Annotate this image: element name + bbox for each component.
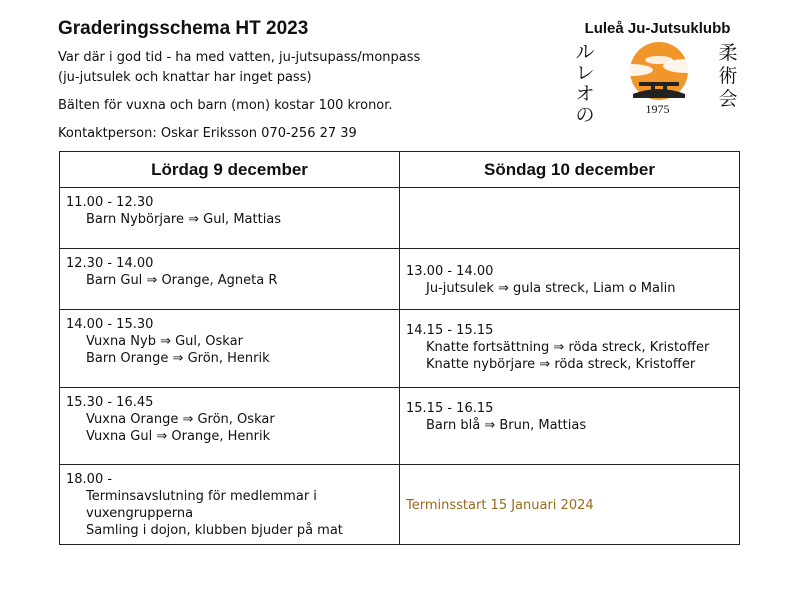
sunday-header: Söndag 10 december <box>400 152 740 188</box>
belt-cost-line: Bälten för vuxna och barn (mon) kostar 100 kronor. <box>58 98 393 113</box>
document-header <box>58 18 558 144</box>
session-detail: Terminsavslutning för medlemmar i vuxengrupperna <box>86 489 317 521</box>
contact-line: Kontaktperson: Oskar Eriksson 070-256 27 39 <box>58 126 357 141</box>
club-logo <box>565 20 750 126</box>
session-detail: Ju-jutsulek ⇒ gula streck, Liam o Malin <box>426 281 676 296</box>
session-detail: Vuxna Orange ⇒ Grön, Oskar <box>86 412 275 427</box>
sunday-cell-empty <box>400 188 740 249</box>
club-name: Luleå Ju-Jutsuklubb <box>584 20 731 37</box>
sunday-cell <box>400 310 740 388</box>
session-detail: Barn Nybörjare ⇒ Gul, Mattias <box>86 212 282 227</box>
session-time: 11.00 - 12.30 <box>66 195 154 210</box>
session-time: 15.15 - 16.15 <box>406 401 494 416</box>
table-row <box>60 310 740 388</box>
term-start-note: Terminsstart 15 Januari 2024 <box>406 498 594 513</box>
session-time: 15.30 - 16.45 <box>66 395 154 410</box>
saturday-header: Lördag 9 december <box>60 152 400 188</box>
session-time: 14.00 - 15.30 <box>66 317 154 332</box>
document-title: Graderingsschema HT 2023 <box>58 18 309 39</box>
table-row <box>60 188 740 249</box>
table-header-row <box>60 152 740 188</box>
kanji-vertical: 柔 術 会 <box>718 42 738 110</box>
saturday-cell <box>60 249 400 310</box>
sunday-cell <box>400 465 740 545</box>
founding-year: 1975 <box>645 102 670 116</box>
table-row <box>60 388 740 465</box>
katakana-vertical: ル レ オ の <box>575 41 595 126</box>
saturday-cell <box>60 188 400 249</box>
session-time: 18.00 - <box>66 472 113 487</box>
session-detail: Vuxna Gul ⇒ Orange, Henrik <box>86 429 271 444</box>
pass-note-line: (ju-jutsulek och knattar har inget pass) <box>58 70 312 85</box>
sunday-cell <box>400 249 740 310</box>
sunday-cell <box>400 388 740 465</box>
session-detail: Barn Orange ⇒ Grön, Henrik <box>86 351 270 366</box>
session-time: 14.15 - 15.15 <box>406 323 494 338</box>
session-time: 13.00 - 14.00 <box>406 264 494 279</box>
session-detail: Barn Gul ⇒ Orange, Agneta R <box>86 273 278 288</box>
session-detail: Vuxna Nyb ⇒ Gul, Oskar <box>86 334 243 349</box>
session-detail: Knatte nybörjare ⇒ röda streck, Kristoffer <box>426 357 696 372</box>
session-time: 12.30 - 14.00 <box>66 256 154 271</box>
sun-emblem-icon <box>603 40 715 102</box>
schedule-table <box>59 151 740 545</box>
saturday-cell <box>60 388 400 465</box>
session-detail: Samling i dojon, klubben bjuder på mat <box>86 523 343 538</box>
session-detail: Knatte fortsättning ⇒ röda streck, Kristoffer <box>426 340 710 355</box>
saturday-cell <box>60 465 400 545</box>
table-row <box>60 249 740 310</box>
session-detail: Barn blå ⇒ Brun, Mattias <box>426 418 587 433</box>
instructions-line: Var där i god tid - ha med vatten, ju-jutsupass/monpass <box>58 50 421 65</box>
table-row <box>60 465 740 545</box>
saturday-cell <box>60 310 400 388</box>
